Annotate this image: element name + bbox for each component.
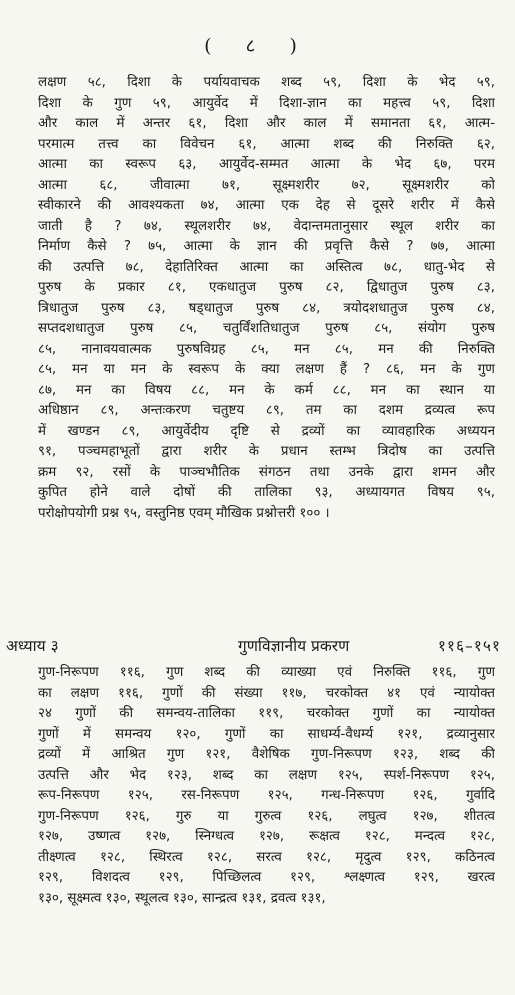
chapter-contents-text-line: उत्पत्ति और भेद १२३, शब्द का लक्षण १२५, स्पर्श-निरूपण १२५, (38, 767, 495, 783)
chapter-contents-text-line: रूप-निरूपण १२५, रस-निरूपण १२५, गन्ध-निरूपण १२६, गुर्वादि (38, 788, 495, 803)
chapter-contents-text-line: १२९, विशदत्व १२९, पिच्छिलत्व १२९, श्लक्ष्णत्व १२९, खरत्व (38, 870, 495, 885)
chapter-contents-text-line: तीक्ष्णत्व १२८, स्थिरत्व १२८, सरत्व १२८, मृदुत्व १२९, कठिनत्व (38, 849, 495, 865)
contents-text-line: क्रम ९२, रसों के पाञ्चभौतिक संगठन तथा उनके द्वारा शमन और (38, 464, 495, 480)
chapter-contents-text-line: १३०, सूक्ष्मत्व १३०, स्थूलत्व १३०, सान्द्रत्व १३१, द्रवत्व १३१, (38, 890, 326, 906)
contents-text-line: और काल में अन्तर ६१, दिशा और काल में समानता ६१, आत्म- (38, 116, 495, 131)
contents-text-line: त्रिधातुज पुरुष ८३, षड्धातुज पुरुष ८४, त्रयोदशधातुज पुरुष ८४, (38, 300, 495, 316)
contents-text-line: ९१, पञ्चमहाभूतों द्वारा शरीर के प्रधान स्तम्भ त्रिदोष का उत्पत्ति (38, 444, 495, 459)
chapter-contents-text-line: गुण-निरूपण १२६, गुरु या गुरुत्व १२६, लघुत्व १२७, शीतत्व (38, 808, 495, 824)
contents-text-line: ८७, मन का विषय ८८, मन के कर्म ८८, मन का स्थान या (38, 382, 495, 398)
chapter-contents-text-line: गुण-निरूपण ११६, गुण शब्द की व्याख्या एवं निरुक्ति ११६, गुण (38, 665, 495, 680)
contents-text-line: दिशा के गुण ५९, आयुर्वेद में दिशा-ज्ञान का महत्त्व ५९, दिशा (38, 95, 495, 111)
chapter-title: गुणविज्ञानीय प्रकरण (238, 637, 350, 655)
contents-text-line: आत्मा का स्वरूप ६३, आयुर्वेद-सम्मत आत्मा के भेद ६७, परम (38, 157, 495, 172)
chapter-heading (6, 634, 501, 658)
contents-text-line: परमात्म तत्त्व का विवेचन ६१, आत्मा शब्द की निरुक्ति ६२, (38, 136, 495, 152)
contents-text-line: पुरुष के प्रकार ८१, एकधातुज पुरुष ८२, द्विधातुज पुरुष ८३, (38, 280, 495, 295)
chapter-contents-text-line: द्रव्यों में आश्रित गुण १२१, वैशेषिक गुण-निरूपण १२३, शब्द की (38, 747, 495, 762)
contents-text-line: में खण्डन ८९, आयुर्वेदीय दृष्टि से द्रव्यों का व्यावहारिक अध्ययन (38, 423, 495, 439)
chapter-page-range: ११६–१५१ (437, 637, 501, 655)
contents-text-line: की उत्पत्ति ७८, देहातिरिक्त आत्मा का अस्तित्व ७८, धातु-भेद से (38, 259, 495, 275)
page-number: ( ८ ) (204, 35, 311, 57)
chapter-contents-text-line: २४ गुणों की समन्वय-तालिका ११९, चरकोक्त गुणों का न्यायोक्त (38, 706, 495, 721)
contents-text-line: स्वीकारने की आवश्यकता ७४, आत्मा एक देह से दूसरे शरीर में कैसे (38, 198, 495, 213)
contents-text-line: जाती है ? ७४, स्थूलशरीर ७४, वेदान्तमतानुसार स्थूल शरीर का (38, 218, 495, 234)
contents-text-line: ८५, नानावयवात्मक पुरुषविग्रह ८५, मन ८५, मन की निरुक्ति (38, 341, 495, 357)
contents-text-line: आत्मा ६८, जीवात्मा ७१, सूक्ष्मशरीर ७२, सूक्ष्मशरीर को (38, 177, 495, 193)
contents-section-continued (38, 73, 495, 524)
contents-text-line: निर्माण कैसे ? ७५, आत्मा के ज्ञान की प्रवृत्ति कैसे ? ७७, आत्मा (38, 239, 495, 254)
chapter-label: अध्याय ३ (6, 637, 59, 655)
contents-text-line: ८५, मन या मन के स्वरूप के क्या लक्षण हैं ? ८६, मन के गुण (38, 362, 495, 377)
chapter-3-contents (38, 663, 495, 909)
chapter-contents-text-line: १२७, उष्णत्व १२७, स्निग्धत्व १२७, रूक्षत्व १२८, मन्दत्व १२८, (38, 829, 495, 844)
contents-text-line: कुपित होने वाले दोषों की तालिका ९३, अध्यायगत विषय ९५, (38, 485, 495, 500)
contents-text-line: अधिष्ठान ८९, अन्तःकरण चतुष्टय ८९, तम का दशम द्रव्यत्व रूप (38, 403, 495, 418)
contents-text-line: लक्षण ५८, दिशा के पर्यायवाचक शब्द ५९, दिशा के भेद ५९, (38, 75, 495, 90)
contents-text-line: परोक्षोपयोगी प्रश्न ९५, वस्तुनिष्ठ एवम् मौखिक प्रश्नोत्तरी १०० । (38, 505, 330, 521)
contents-text-line: सप्तदशधातुज पुरुष ८५, चतुर्विंशतिधातुज पुरुष ८५, संयोग पुरुष (38, 321, 495, 336)
chapter-contents-text-line: गुणों में समन्वय १२०, गुणों का साधर्म्य-वैधर्म्य १२१, द्रव्यानुसार (38, 726, 495, 742)
chapter-contents-text-line: का लक्षण ११६, गुणों की संख्या ११७, चरकोक्त ४१ एवं न्यायोक्त (38, 685, 495, 701)
